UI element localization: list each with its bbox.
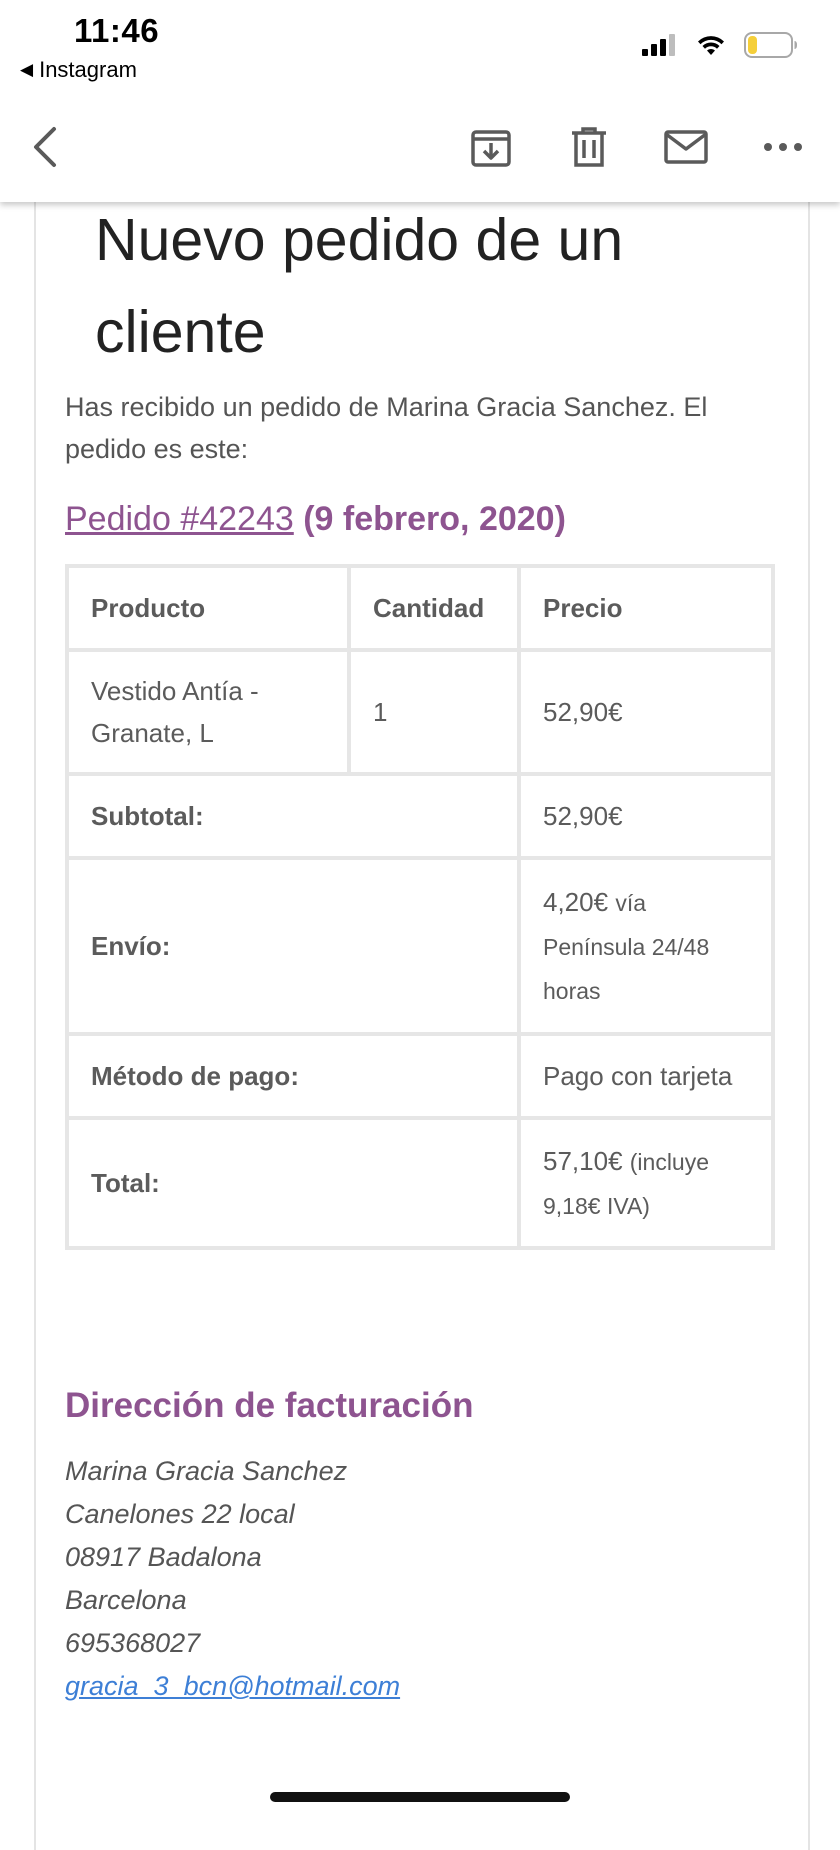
- status-time: 11:46: [74, 12, 160, 49]
- table-row: [67, 1118, 773, 1248]
- back-to-app-link[interactable]: [20, 57, 137, 83]
- billing-province: Barcelona: [65, 1585, 187, 1615]
- delete-button[interactable]: [564, 122, 614, 172]
- order-table: [65, 564, 775, 1250]
- cellular-signal-icon: [642, 34, 678, 56]
- trash-icon: [570, 126, 608, 168]
- payment-method-label: Método de pago:: [67, 1034, 519, 1118]
- column-header-product: Producto: [67, 566, 349, 650]
- shipping-label: Envío:: [67, 858, 519, 1034]
- more-options-button[interactable]: [758, 122, 808, 172]
- back-arrow-icon: [30, 125, 60, 169]
- shipping-via: vía: [615, 889, 646, 916]
- email-body: [0, 150, 840, 1818]
- archive-button[interactable]: [466, 122, 516, 172]
- battery-icon: [744, 32, 798, 58]
- shipping-method-line2: horas: [543, 977, 601, 1004]
- shipping-price: 4,20€: [543, 886, 609, 917]
- subtotal-label: Subtotal:: [67, 774, 519, 858]
- column-header-quantity: Cantidad: [349, 566, 519, 650]
- total-label: Total:: [67, 1118, 519, 1248]
- item-quantity: 1: [349, 650, 519, 774]
- table-header-row: [67, 566, 773, 650]
- subtotal-value: 52,90€: [519, 774, 773, 858]
- table-row: [67, 858, 773, 1034]
- email-intro: Has recibido un pedido de Marina Gracia Sanchez. El pedido es este:: [65, 392, 708, 464]
- order-title: [65, 500, 566, 539]
- wifi-icon: [696, 34, 726, 56]
- item-product-line2: Granate, L: [91, 718, 214, 748]
- mail-icon: [664, 130, 708, 164]
- billing-address: [65, 1450, 400, 1708]
- home-indicator[interactable]: [270, 1792, 570, 1802]
- item-product-line1: Vestido Antía -: [91, 676, 259, 706]
- billing-city: 08917 Badalona: [65, 1542, 262, 1572]
- status-icons: [642, 32, 798, 58]
- column-header-price: Precio: [519, 566, 773, 650]
- billing-email-link[interactable]: gracia_3_bcn@hotmail.com: [65, 1671, 401, 1701]
- table-row: [67, 774, 773, 858]
- table-row: [67, 650, 773, 774]
- order-number-link[interactable]: Pedido #42243: [65, 500, 294, 538]
- back-app-label: Instagram: [39, 57, 137, 82]
- payment-method-value: Pago con tarjeta: [519, 1034, 773, 1118]
- email-toolbar: [0, 90, 840, 202]
- email-heading: Nuevo pedido de un cliente: [95, 207, 624, 365]
- order-date: (9 febrero, 2020): [303, 500, 566, 538]
- item-price: 52,90€: [519, 650, 773, 774]
- item-product: [67, 650, 349, 774]
- shipping-method-line1: Península 24/48: [543, 933, 710, 960]
- total-tax-line1: (incluye: [629, 1148, 710, 1175]
- archive-icon: [470, 126, 512, 168]
- total-value: [519, 1118, 773, 1248]
- mark-unread-button[interactable]: [661, 122, 711, 172]
- status-bar: [0, 0, 840, 90]
- back-triangle-icon: ◀: [20, 60, 34, 79]
- more-icon: [763, 142, 803, 152]
- shipping-value: [519, 858, 773, 1034]
- billing-address-title: Dirección de facturación: [65, 1386, 474, 1425]
- billing-phone: 695368027: [65, 1628, 201, 1658]
- total-price: 57,10€: [543, 1145, 623, 1176]
- total-tax-line2: 9,18€ IVA): [543, 1192, 650, 1219]
- back-button[interactable]: [20, 122, 70, 172]
- billing-street: Canelones 22 local: [65, 1499, 295, 1529]
- table-row: [67, 1034, 773, 1118]
- billing-name: Marina Gracia Sanchez: [65, 1456, 348, 1486]
